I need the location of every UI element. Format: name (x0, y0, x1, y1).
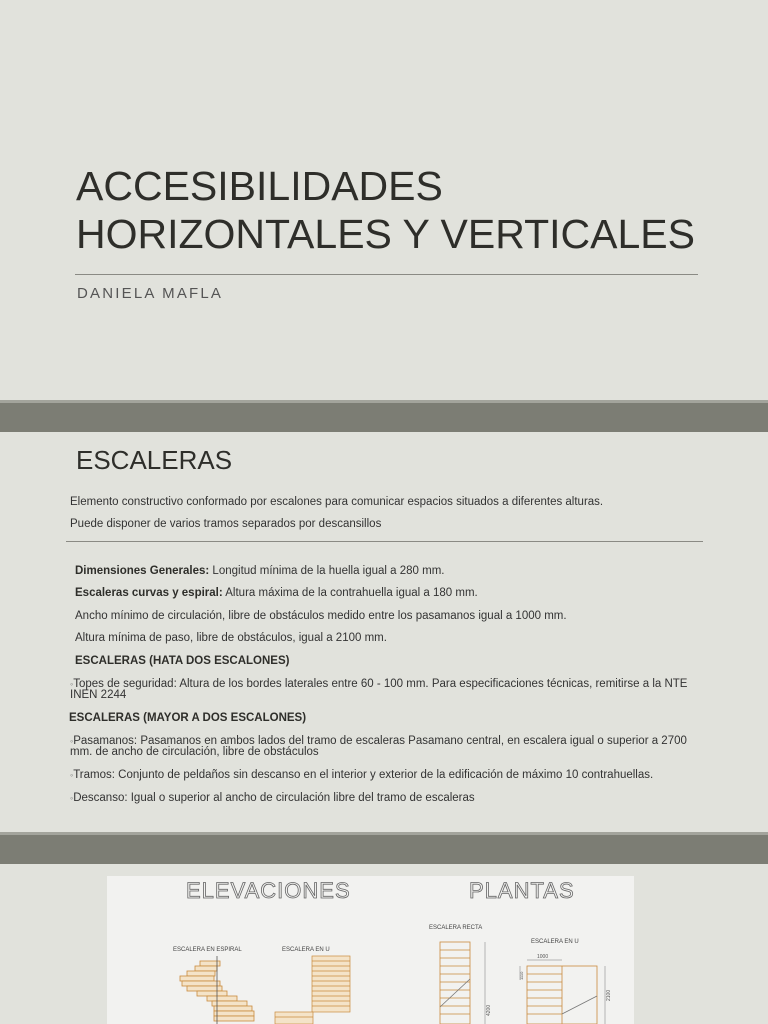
content-divider (66, 541, 703, 542)
altura-line: Altura mínima de paso, libre de obstáculos, igual a 2100 mm. (75, 632, 387, 644)
elev-u-label: ESCALERA EN U (282, 947, 330, 953)
recta-label: ESCALERA RECTA (429, 925, 483, 931)
author-name: DANIELA MAFLA (77, 285, 224, 302)
tramos-bullet (70, 770, 700, 781)
spiral-stair-elevation (180, 956, 254, 1024)
u-stair-elevation (275, 956, 350, 1024)
bullet-icon: ◦ (70, 736, 74, 746)
title-line-2: HORIZONTALES Y VERTICALES (76, 211, 695, 257)
curvas-text: Altura máxima de la contrahuella igual a 180 mm. (222, 587, 478, 599)
curvas-line (75, 587, 478, 599)
title-line-1: ACCESIBILIDADES (76, 163, 443, 209)
straight-stair-plan (440, 942, 485, 1024)
bullet-icon: ◦ (70, 770, 74, 780)
plantas-title: PLANTAS (469, 878, 575, 903)
dim-1000: 1000 (537, 954, 549, 960)
topes-text: Topes de seguridad: Altura de los bordes laterales entre 60 - 100 mm. Para especificaciones técnicas, remitirse a la NTE INEN 2244 (70, 678, 688, 701)
u-stair-plan (520, 960, 605, 1024)
dim-1110: 1110 (519, 971, 524, 980)
descanso-bullet (70, 793, 700, 804)
slide-separator (0, 400, 768, 403)
pasamanos-bullet (70, 736, 700, 758)
plan-u-label: ESCALERA EN U (531, 939, 579, 945)
intro-line-1: Elemento constructivo conformado por escalones para comunicar espacios situados a diferentes alturas. (70, 496, 604, 508)
title-divider (75, 274, 698, 275)
dimensiones-line (75, 565, 445, 577)
title-slide[interactable] (0, 0, 768, 400)
dim-4200: 4200 (486, 1004, 492, 1016)
hasta-dos-heading-text: ESCALERAS (HATA DOS ESCALONES) (75, 655, 290, 667)
mayor-dos-heading (69, 712, 306, 724)
bullet-icon: ◦ (70, 793, 74, 803)
tramos-text: Tramos: Conjunto de peldaños sin descanso en el interior y exterior de la edificación de máximo 10 contrahuellas. (73, 769, 654, 781)
dimensiones-text: Longitud mínima de la huella igual a 280 mm. (209, 565, 445, 577)
mayor-dos-heading-text: ESCALERAS (MAYOR A DOS ESCALONES) (69, 712, 307, 724)
dimensiones-label: Dimensiones Generales: (75, 565, 210, 577)
topes-bullet (70, 679, 700, 701)
elevaciones-title: ELEVACIONES (186, 878, 351, 903)
ancho-line: Ancho mínimo de circulación, libre de obstáculos medido entre los pasamanos igual a 1000 mm. (75, 610, 567, 622)
stairs-drawing (107, 876, 634, 1024)
espiral-label: ESCALERA EN ESPIRAL (173, 947, 242, 953)
diagram-slide[interactable] (0, 864, 768, 1024)
dim-2100: 2100 (606, 989, 612, 1001)
slide-title (76, 162, 695, 258)
descanso-text: Descanso: Igual o superior al ancho de circulación libre del tramo de escaleras (73, 792, 475, 804)
curvas-label: Escaleras curvas y espiral: (75, 587, 223, 599)
bullet-icon: ◦ (70, 679, 74, 689)
hasta-dos-heading (75, 655, 289, 667)
escaleras-heading: ESCALERAS (76, 445, 233, 475)
intro-line-2: Puede disponer de varios tramos separados por descansillos (70, 518, 382, 530)
pasamanos-text: Pasamanos: Pasamanos en ambos lados del tramo de escaleras Pasamano central, en escalera igual o superior a 2700 mm. de ancho de circulación, libre de obstáculos (70, 735, 687, 758)
slide-separator (0, 832, 768, 835)
